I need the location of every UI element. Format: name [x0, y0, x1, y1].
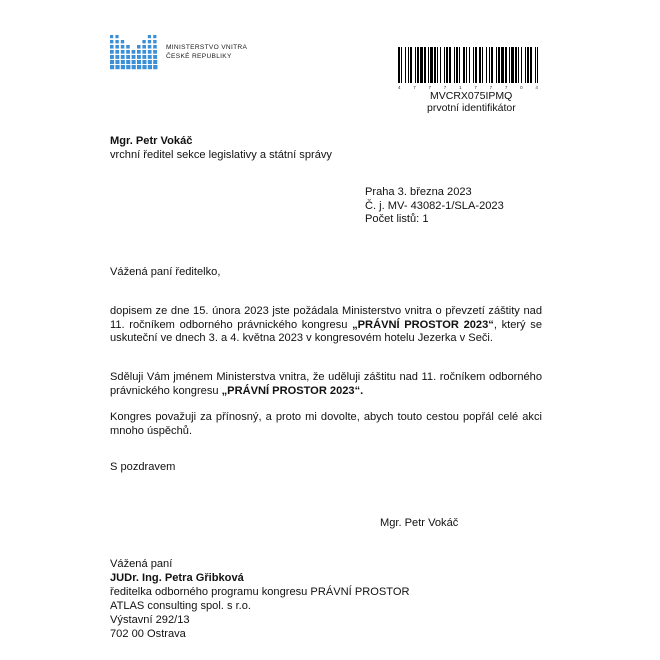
paragraph-grant: [110, 371, 542, 398]
barcode-digit: 4: [535, 85, 538, 90]
recipient-role: ředitelka odborného programu kongresu PRÁVNÍ PROSTOR: [110, 585, 410, 598]
ministry-logo: [108, 33, 250, 71]
sender-name: Mgr. Petr Vokáč: [110, 135, 193, 147]
logo-text: [166, 43, 247, 61]
sheet-count: Počet listů: 1: [365, 213, 429, 226]
barcode: [398, 47, 538, 90]
sender-title: vrchní ředitel sekce legislativy a státní správy: [110, 149, 332, 161]
barcode-digit: 7: [504, 85, 508, 90]
document-identifier: MVCRX075IPMQ: [430, 90, 513, 102]
recipient-address: [110, 558, 409, 641]
paragraph-1-text: dopisem ze dne 15. února 2023 jste požádala Ministerstvo vnitra o převzetí záštity nad 11. ročníkem odborného právnického kongresu: [110, 305, 542, 331]
logo-line-2: ČESKÉ REPUBLIKY: [166, 53, 232, 60]
barcode-digit: 7: [413, 85, 416, 90]
paragraph-1-end: , který se uskuteční ve dnech 3. a 4. května 2023 v kongresovém hotelu Jezerka v Seči.: [110, 318, 542, 345]
barcode-digit: 0: [520, 85, 523, 90]
reference-number: Č. j. MV- 43082-1/SLA-2023: [365, 199, 504, 212]
paragraph-wishes: Kongres považuji za přínosný, a proto mi dovolte, abych touto cestou popřál celé akci mnoho úspěchů.: [110, 411, 542, 437]
recipient-company: ATLAS consulting spol. s r.o.: [110, 599, 252, 612]
barcode-digit: 1: [459, 85, 462, 90]
barcode-digit: 7: [443, 85, 447, 90]
paragraph-request: [110, 305, 542, 346]
ministry-logo-icon: [108, 33, 160, 71]
place-date: Praha 3. března 2023: [365, 186, 472, 198]
barcode-digit: 7: [428, 85, 432, 90]
identifier-caption: prvotní identifikátor: [427, 102, 516, 114]
barcode-digit: 7: [474, 85, 477, 90]
recipient-greeting: Vážená paní: [110, 558, 173, 570]
salutation: Vážená paní ředitelko,: [110, 266, 221, 278]
barcode-digit: 4: [398, 85, 401, 90]
letter-meta: [365, 186, 504, 227]
barcode-graphic: [398, 47, 538, 84]
recipient-street: Výstavní 292/13: [110, 613, 190, 626]
closing: S pozdravem: [110, 461, 176, 473]
signature-name: Mgr. Petr Vokáč: [380, 517, 459, 529]
barcode-digit: 7: [489, 85, 493, 90]
congress-name-2: „PRÁVNÍ PROSTOR 2023“.: [221, 384, 364, 397]
recipient-name: JUDr. Ing. Petra Gřibková: [110, 571, 244, 584]
paragraph-2-text: Sděluji Vám jménem Ministerstva vnitra, že uděluji záštitu nad 11. ročníkem odborného právnického kongresu: [110, 371, 542, 397]
congress-name: „PRÁVNÍ PROSTOR 2023“: [352, 318, 494, 331]
logo-line-1: MINISTERSTVO VNITRA: [166, 44, 248, 51]
recipient-city: 702 00 Ostrava: [110, 627, 186, 640]
